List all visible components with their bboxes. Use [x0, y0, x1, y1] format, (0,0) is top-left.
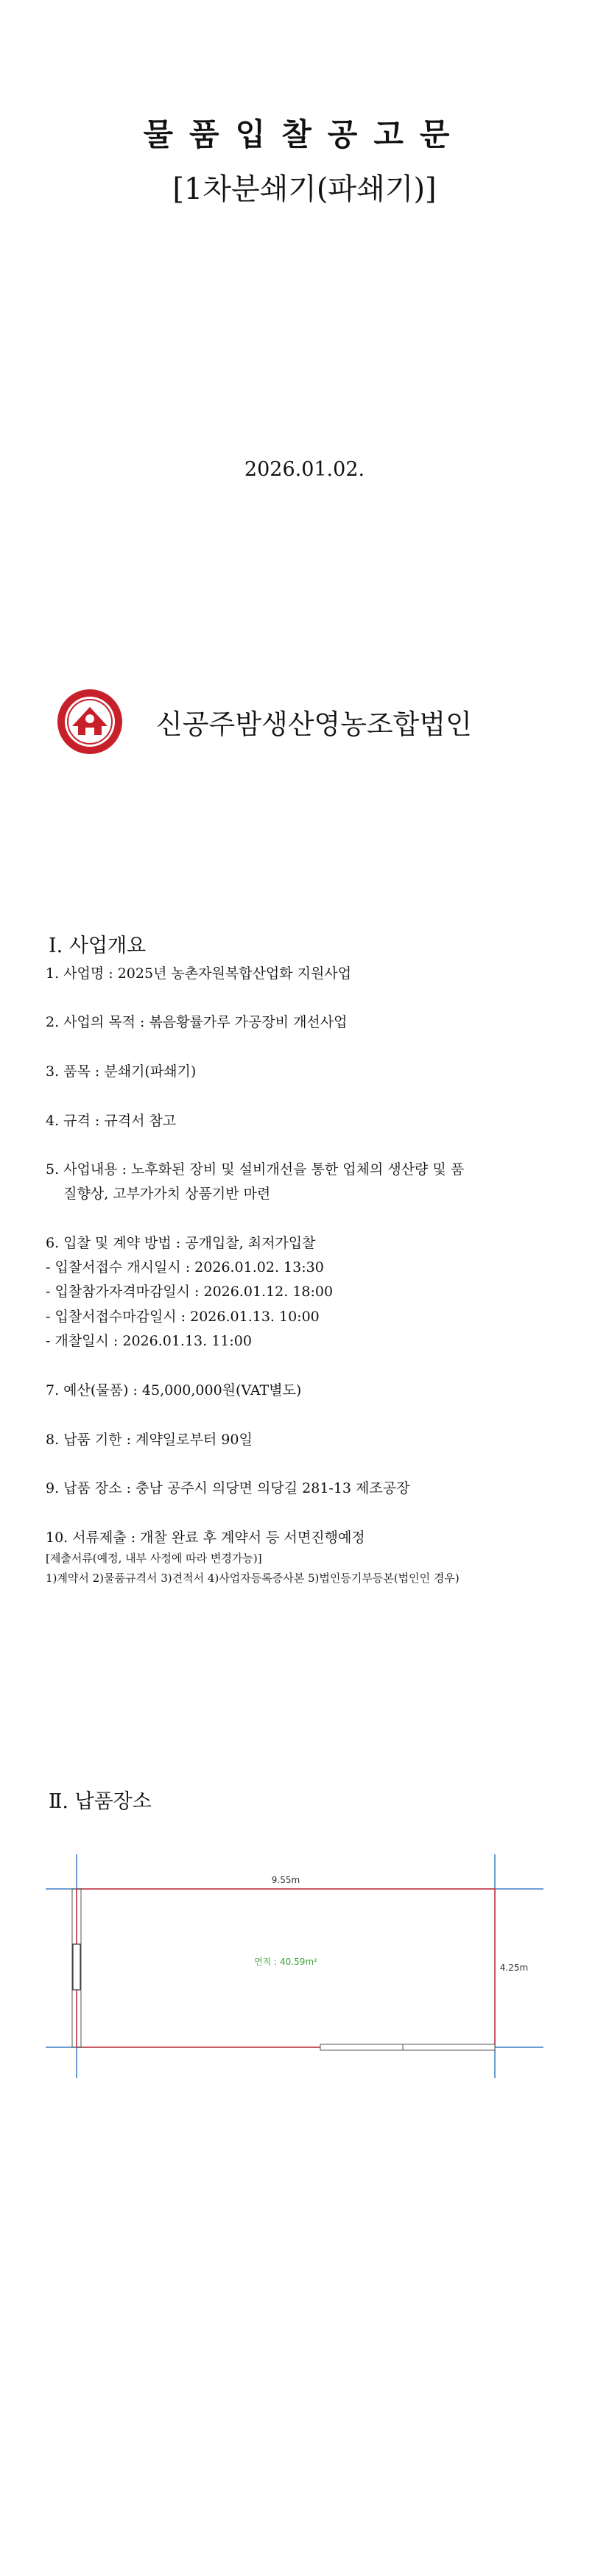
overview-item-product: 3. 품목 : 분쇄기(파쇄기) — [46, 1063, 197, 1080]
overview-item-content: 5. 사업내용 : 노후화된 장비 및 설비개선을 통한 업체의 생산량 및 품 — [46, 1161, 465, 1178]
documents-note-title: [제출서류(예정, 내부 사정에 따라 변경가능)] — [46, 1552, 262, 1565]
document-title: 물품입찰공고문 — [143, 116, 466, 152]
plan-door-left — [73, 1944, 80, 1990]
plan-door-bottom-b — [403, 2044, 495, 2050]
organization-logo-icon — [56, 688, 124, 756]
plan-width-label: 9.55m — [271, 1875, 300, 1885]
plan-door-bottom-a — [320, 2044, 403, 2050]
overview-item-delivery-place: 9. 납품 장소 : 충남 공주시 의당면 의당길 281-13 제조공장 — [46, 1480, 410, 1496]
plan-height-label: 4.25m — [499, 1963, 529, 1973]
overview-item-content-cont: 질향상, 고부가가치 상품기반 마련 — [46, 1186, 271, 1202]
organization-name: 신공주밤생산영농조합법인 — [156, 708, 472, 740]
plan-area-label: 면적 : 40.59m² — [254, 1957, 317, 1967]
documents-note-list: 1)계약서 2)물품규격서 3)견적서 4)사업자등록증사본 5)법인등기부등본(법인인 경우) — [46, 1572, 460, 1585]
overview-item-delivery-term: 8. 납품 기한 : 계약일로부터 90일 — [46, 1432, 253, 1448]
overview-item-bid-deadline: - 입찰서접수마감일시 : 2026.01.13. 10:00 — [46, 1309, 320, 1325]
overview-item-spec: 4. 규격 : 규격서 참고 — [46, 1113, 177, 1129]
announcement-date: 2026.01.02. — [244, 458, 365, 481]
overview-item-bid-open: - 입찰서접수 개시일시 : 2026.01.02. 13:30 — [46, 1259, 324, 1275]
overview-item-budget: 7. 예산(물품) : 45,000,000원(VAT별도) — [46, 1382, 302, 1398]
overview-item-qualification-deadline: - 입찰참가자격마감일시 : 2026.01.12. 18:00 — [46, 1284, 334, 1300]
overview-item-opening-date: - 개찰일시 : 2026.01.13. 11:00 — [46, 1333, 252, 1349]
section-title-delivery: Ⅱ. 납품장소 — [49, 1790, 152, 1813]
overview-item-purpose: 2. 사업의 목적 : 볶음황률가루 가공장비 개선사업 — [46, 1014, 348, 1030]
organization-block — [56, 681, 472, 762]
overview-item-bid-method: 6. 입찰 및 계약 방법 : 공개입찰, 최저가입찰 — [46, 1235, 316, 1251]
overview-item-project-name: 1. 사업명 : 2025년 농촌자원복합산업화 지원사업 — [46, 965, 352, 982]
section-title-overview: Ⅰ. 사업개요 — [49, 935, 147, 957]
plan-wall — [77, 1889, 495, 2047]
floor-plan — [0, 1841, 609, 2091]
document-subtitle: [1차분쇄기(파쇄기)] — [172, 172, 437, 206]
overview-item-documents: 10. 서류제출 : 개찰 완료 후 계약서 등 서면진행예정 — [46, 1530, 365, 1546]
